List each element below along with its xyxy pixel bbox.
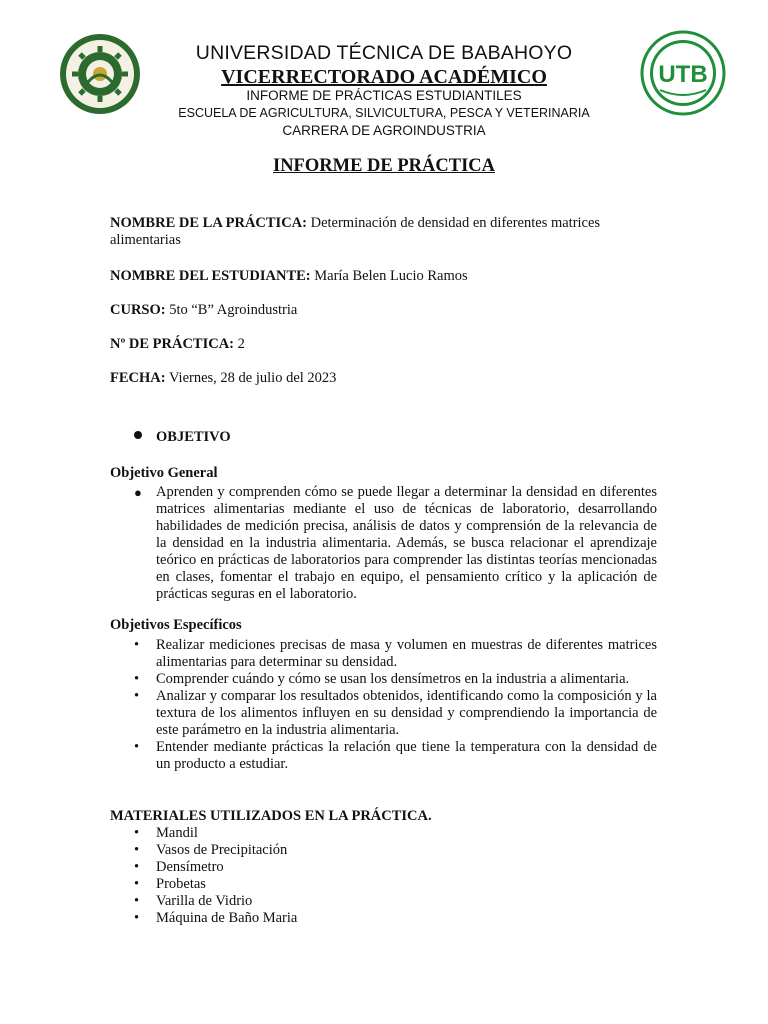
course-field xyxy=(110,302,657,319)
list-item: • Realizar mediciones precisas de masa y volumen en muestras de diferentes matrices alimentarias para determinar su densidad. xyxy=(134,637,657,670)
objective-heading xyxy=(134,429,634,446)
objective-heading-text: OBJETIVO xyxy=(156,429,231,445)
bullet-icon: • xyxy=(134,671,140,687)
list-item: • Máquina de Baño Maria xyxy=(134,910,298,926)
general-objective-list xyxy=(110,484,657,603)
general-objective-heading: Objetivo General xyxy=(110,465,218,481)
utb-logo-letters: UTB xyxy=(658,61,708,88)
student-name-value: María Belen Lucio Ramos xyxy=(310,268,468,284)
specific-objectives-list xyxy=(110,637,657,773)
utb-logo xyxy=(640,30,726,116)
bullet-icon: • xyxy=(134,825,140,841)
bullet-icon: • xyxy=(134,842,140,858)
bullet-icon xyxy=(134,431,142,439)
materials-heading: MATERIALES UTILIZADOS EN LA PRÁCTICA. xyxy=(110,808,432,824)
bullet-icon: • xyxy=(134,910,140,926)
list-item: • Mandil xyxy=(134,825,198,841)
report-type: INFORME DE PRÁCTICAS ESTUDIANTILES xyxy=(246,88,522,103)
document-header xyxy=(0,30,768,140)
practice-number-value: 2 xyxy=(234,336,245,352)
list-item: • Analizar y comparar los resultados obtenidos, identificando como la composición y la textura de los alimentos influyen en su densidad y comprendiendo la importancia de este parámetro en la industria alimentaria. xyxy=(134,688,657,738)
practice-name-value: Determinación de densidad en diferentes matrices alimentarias xyxy=(110,215,601,248)
course-value: 5to “B” Agroindustria xyxy=(165,302,298,318)
bullet-icon: • xyxy=(134,637,140,653)
university-name: UNIVERSIDAD TÉCNICA DE BABAHOYO xyxy=(195,42,573,64)
career-name: CARRERA DE AGROINDUSTRIA xyxy=(282,123,486,138)
bullet-icon: • xyxy=(134,859,140,875)
student-name-label: NOMBRE DEL ESTUDIANTE: xyxy=(110,268,311,284)
bullet-icon: • xyxy=(134,876,140,892)
materials-list xyxy=(110,825,657,927)
practice-number-label: Nº DE PRÁCTICA: xyxy=(110,336,235,352)
list-item: • Densímetro xyxy=(134,859,224,875)
practice-name-label: NOMBRE DE LA PRÁCTICA: xyxy=(110,215,307,231)
list-item: • Varilla de Vidrio xyxy=(134,893,253,909)
specific-objectives-heading: Objetivos Específicos xyxy=(110,617,242,633)
date-field xyxy=(110,370,657,387)
date-label: FECHA: xyxy=(110,370,166,386)
vicerrectorado-title: VICERRECTORADO ACADÉMICO xyxy=(221,66,547,88)
document-title: INFORME DE PRÁCTICA xyxy=(273,156,495,176)
list-item: • Probetas xyxy=(134,876,206,892)
university-seal-logo xyxy=(58,32,142,116)
bullet-icon: • xyxy=(134,688,140,704)
list-item: • Comprender cuándo y cómo se usan los densímetros en la industria a alimentaria. xyxy=(134,671,630,687)
school-name: ESCUELA DE AGRICULTURA, SILVICULTURA, PESCA Y VETERINARIA xyxy=(178,106,590,120)
list-item: ● Aprenden y comprenden cómo se puede llegar a determinar la densidad en diferentes matrices alimentarias mediante el uso de técnicas de laboratorio, desarrollando habilidades de medición precisa, análisis de datos y comprensión de la relevancia de la densidad en la industria alimentaria. Además, se busca relacionar el aprendizaje teórico en prácticas de laboratorios para comprender las distintas teorías mencionadas en clases, fomentar el trabajo en equipo, el pensamiento crítico y la aplicación de prácticas seguras en el laboratorio. xyxy=(134,484,657,602)
course-label: CURSO: xyxy=(110,302,166,318)
student-name-field xyxy=(110,268,657,285)
practice-number-field xyxy=(110,336,657,353)
bullet-icon: ● xyxy=(134,485,142,500)
list-item: • Entender mediante prácticas la relación que tiene la temperatura con la densidad de un producto a estudiar. xyxy=(134,739,657,772)
bullet-icon: • xyxy=(134,893,140,909)
bullet-icon: • xyxy=(134,739,140,755)
list-item: • Vasos de Precipitación xyxy=(134,842,288,858)
practice-name-field xyxy=(110,215,657,249)
date-value: Viernes, 28 de julio del 2023 xyxy=(165,370,337,386)
